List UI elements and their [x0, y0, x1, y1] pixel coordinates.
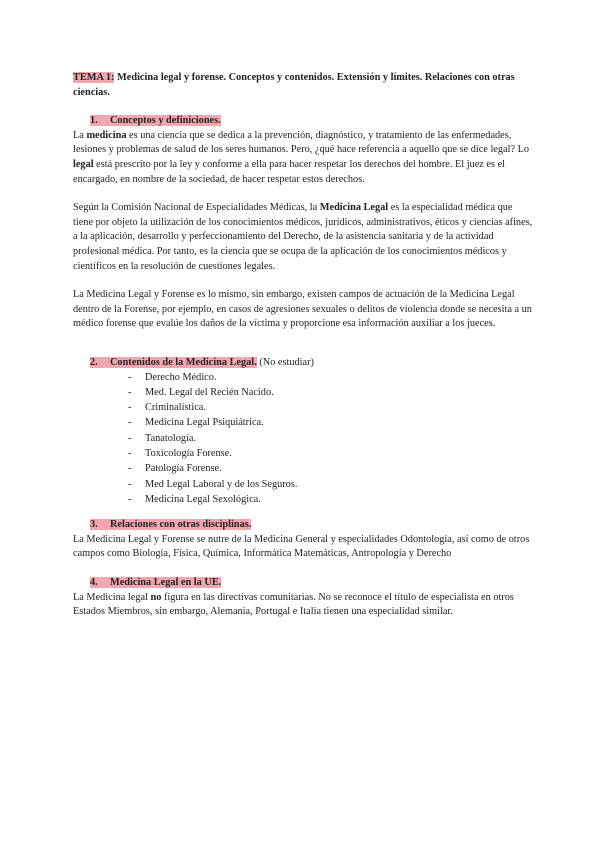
section-4-number: 4. — [90, 576, 98, 588]
list-dash: - — [128, 493, 132, 505]
section-2-number: 2. — [90, 356, 98, 368]
list-item — [128, 493, 533, 508]
section-1-number: 1. — [90, 115, 98, 127]
section-2-title: Contenidos de la Medicina Legal. — [110, 356, 257, 368]
section-4-paragraph — [73, 591, 533, 620]
title-prefix: TEMA 1: — [73, 72, 115, 83]
section-1-heading — [73, 114, 533, 129]
list-item — [128, 432, 533, 447]
section-1-paragraph-1 — [73, 129, 533, 187]
section-4-title: Medicina Legal en la UE. — [110, 576, 222, 588]
list-dash: - — [128, 432, 132, 444]
section-2-heading — [73, 356, 533, 371]
text-run: La Medicina legal — [73, 591, 151, 603]
section-1-heading-highlight — [90, 115, 221, 126]
list-item — [128, 447, 533, 462]
text-run: es la especialidad médica que tiene por objeto la utilización de los conocimientos médicos, jurídicos, administrativos, éticos y ciencias afines, a la aplicación, desarrollo y perfeccionamiento del Derecho, de la asistencia sanitaria y de la actividad profesional médica. Por tanto, es la ciencia que se ocupa de la aplicación de los conocimientos médicos y científicos en la resolución de cuestiones legales. — [73, 202, 533, 272]
section-2-note: (No estudiar) — [256, 356, 314, 368]
list-item-text: Medicina Legal Psiquiátrica. — [145, 417, 264, 429]
text-run: es una ciencia que se dedica a la prevención, diagnóstico, y tratamiento de las enfermedades, lesiones y problemas de salud de los seres humanos. Pero, ¿qué hace referencia a aquello que se dice legal? Lo — [73, 129, 530, 156]
list-item — [128, 478, 533, 493]
list-item-text: Derecho Médico. — [145, 371, 217, 383]
spacer — [73, 332, 533, 356]
section-4-heading-highlight — [90, 577, 221, 588]
list-item-text: Med. Legal del Recién Nacido. — [145, 386, 274, 398]
contents-list — [73, 371, 533, 509]
document-title — [73, 71, 533, 100]
text-run: Según la Comisión Nacional de Especialidades Médicas, la — [73, 202, 320, 214]
list-item-text: Medicina Legal Sexológica. — [145, 493, 261, 505]
section-3-heading — [73, 518, 533, 533]
list-dash: - — [128, 478, 132, 490]
title-text: Medicina legal y forense. Conceptos y contenidos. Extensión y límites. Relaciones con otras ciencias. — [73, 72, 515, 98]
list-dash: - — [128, 386, 132, 398]
list-item — [128, 401, 533, 416]
bold-term-medicina-legal: Medicina Legal — [319, 202, 389, 214]
list-dash: - — [128, 447, 132, 459]
section-3-paragraph: La Medicina Legal y Forense se nutre de la Medicina General y especialidades Odontología, así como de otros campos como Biología, Física, Química, Informática Matemáticas, Antropología y Derecho — [73, 533, 530, 560]
section-1-paragraph-3: La Medicina Legal y Forense es lo mismo, sin embargo, existen campos de actuación de la Medicina Legal dentro de la Forense, por ejemplo, en casos de agresiones sexuales o delitos de violencia donde se necesita a un médico forense que evalúe los daños de la víctima y proporcione esa información auxiliar a los jueces. — [73, 289, 532, 330]
section-3-title: Relaciones con otras disciplinas. — [110, 519, 252, 531]
document-page — [73, 71, 533, 620]
list-item — [128, 386, 533, 401]
section-3-number: 3. — [90, 519, 98, 531]
list-item — [128, 462, 533, 477]
list-item-text: Criminalística. — [145, 402, 206, 414]
list-item — [128, 371, 533, 386]
text-run: La — [73, 129, 87, 141]
section-4-heading — [73, 576, 533, 591]
list-dash: - — [128, 371, 132, 383]
list-item-text: Patología Forense. — [145, 463, 222, 475]
list-item-text: Toxicología Forense. — [145, 447, 232, 459]
list-item-text: Tanatología. — [145, 432, 197, 444]
bold-term-legal: legal — [73, 158, 94, 170]
list-dash: - — [128, 417, 132, 429]
section-1-title: Conceptos y definiciones. — [110, 115, 221, 127]
text-run: figura en las directivas comunitarias. No se reconoce el título de especialista en otros Estados Miembros, sin embargo, Alemania, Portugal e Italia tienen una especialidad similar. — [73, 591, 514, 618]
text-run: está prescrito por la ley y conforme a ella para hacer respetar los derechos del hombre. El juez es el encargado, en nombre de la sociedad, de hacer respetar estos derechos. — [73, 158, 505, 185]
bold-term-medicina: medicina — [86, 129, 127, 141]
list-dash: - — [128, 463, 132, 475]
list-dash: - — [128, 402, 132, 414]
section-3-heading-highlight — [90, 519, 251, 530]
section-2-heading-highlight — [90, 357, 257, 368]
bold-term-no: no — [150, 591, 162, 603]
section-1-paragraph-2 — [73, 201, 533, 274]
list-item — [128, 416, 533, 431]
list-item-text: Med Legal Laboral y de los Seguros. — [145, 478, 298, 490]
